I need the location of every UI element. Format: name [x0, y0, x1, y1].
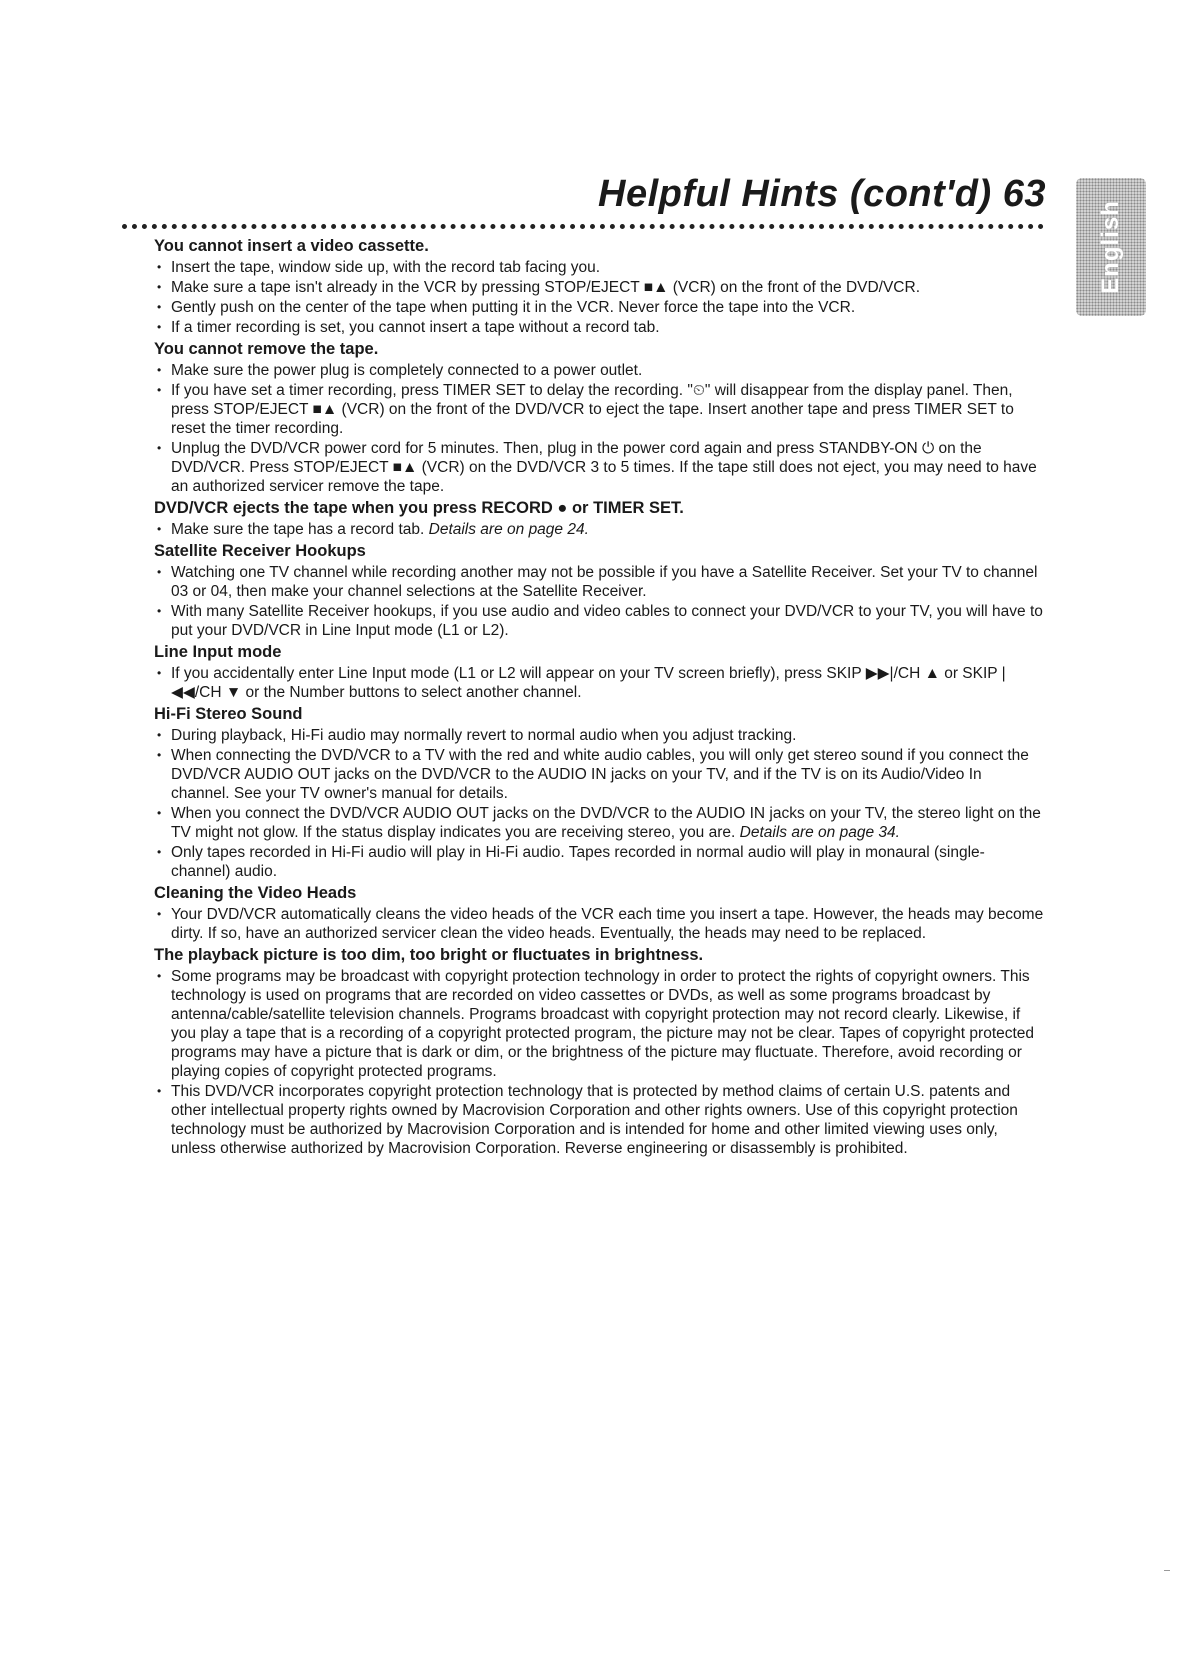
- hint-list: [154, 967, 1044, 1158]
- hint-item: [154, 843, 1044, 881]
- dotted-divider: [122, 224, 1044, 229]
- hint-item: [154, 563, 1044, 601]
- hint-item: [154, 361, 1044, 380]
- language-tab-label: English: [1097, 200, 1125, 294]
- hint-item: [154, 318, 1044, 337]
- page-reference: Details are on page 24.: [428, 521, 589, 538]
- hint-section: [154, 339, 1044, 496]
- section-heading: You cannot insert a video cassette.: [154, 237, 429, 255]
- hint-list: [154, 361, 1044, 496]
- hint-section: [154, 642, 1044, 702]
- hint-text: With many Satellite Receiver hookups, if you use audio and video cables to connect your DVD/VCR to your TV, you will have to put your DVD/VCR in Line Input mode (L1 or L2).: [171, 603, 1043, 639]
- hint-item: [154, 664, 1044, 702]
- hint-section: [154, 704, 1044, 881]
- hint-text: Make sure the tape has a record tab.: [171, 521, 429, 538]
- hint-list: [154, 664, 1044, 702]
- hint-item: [154, 258, 1044, 277]
- language-tab: [1076, 178, 1146, 316]
- hint-text: Make sure a tape isn't already in the VCR by pressing STOP/EJECT ■▲ (VCR) on the front of the DVD/VCR.: [171, 279, 921, 296]
- hint-text: When connecting the DVD/VCR to a TV with the red and white audio cables, you will only get stereo sound if you connect the DVD/VCR AUDIO OUT jacks on the DVD/VCR to the AUDIO IN jacks on your TV, and if the TV is on its Audio/Video In channel. See your TV owner's manual for details.: [171, 747, 1029, 802]
- section-heading: Cleaning the Video Heads: [154, 884, 357, 902]
- hint-item: [154, 520, 1044, 539]
- hint-text: Some programs may be broadcast with copyright protection technology in order to protect the rights of copyright owners. This technology is used on programs that are recorded on video cassettes or DVDs, as well as some programs broadcast by antenna/cable/satellite television channels. Programs broadcast with copyright protection may not record clearly. Likewise, if you play a tape that is a recording of a copyright protected program, the picture may not be clear. Tapes of copyright protected programs may have a picture that is dark or dim, or the brightness of the picture may fluctuate. Therefore, avoid recording or playing copies of copyright protected programs.: [171, 968, 1035, 1080]
- section-heading: You cannot remove the tape.: [154, 340, 379, 358]
- hint-section: [154, 883, 1044, 943]
- hint-item: [154, 298, 1044, 317]
- hint-item: [154, 602, 1044, 640]
- hint-item: [154, 1082, 1044, 1158]
- section-heading: The playback picture is too dim, too bright or fluctuates in brightness.: [154, 946, 704, 964]
- hint-list: [154, 258, 1044, 337]
- hint-list: [154, 520, 1044, 539]
- hint-text: Unplug the DVD/VCR power cord for 5 minutes. Then, plug in the power cord again and press STANDBY-ON ⏻ on the DVD/VCR. Press STOP/EJECT ■▲ (VCR) on the DVD/VCR 3 to 5 times. If the tape still does not eject, you may need to have an authorized servicer remove the tape.: [171, 440, 1037, 495]
- hint-text: Watching one TV channel while recording another may not be possible if you have a Satellite Receiver. Set your TV to channel 03 or 04, then make your channel selections at the Satellite Receiver.: [171, 564, 1038, 600]
- hint-item: [154, 278, 1044, 297]
- hint-section: [154, 236, 1044, 337]
- hint-text: Only tapes recorded in Hi-Fi audio will play in Hi-Fi audio. Tapes recorded in normal audio will play in monaural (single-channel) audio.: [171, 844, 985, 880]
- page-reference: Details are on page 34.: [739, 824, 900, 841]
- hint-section: [154, 541, 1044, 640]
- hint-item: [154, 746, 1044, 803]
- hint-item: [154, 905, 1044, 943]
- hints-content: [154, 236, 1044, 1160]
- page-title: Helpful Hints (cont'd) 63: [598, 173, 1046, 215]
- section-heading: Satellite Receiver Hookups: [154, 542, 366, 560]
- hint-text: If a timer recording is set, you cannot insert a tape without a record tab.: [171, 319, 660, 336]
- hint-item: [154, 967, 1044, 1081]
- hint-item: [154, 726, 1044, 745]
- hint-text: When you connect the DVD/VCR AUDIO OUT jacks on the DVD/VCR to the AUDIO IN jacks on your TV, the stereo light on the TV might not glow. If the status display indicates you are receiving stereo, you are.: [171, 805, 1041, 841]
- hint-section: [154, 945, 1044, 1158]
- hint-list: [154, 563, 1044, 640]
- hint-text: Insert the tape, window side up, with the record tab facing you.: [171, 259, 601, 276]
- hint-item: [154, 439, 1044, 496]
- hint-item: [154, 804, 1044, 842]
- hint-text: If you accidentally enter Line Input mode (L1 or L2 will appear on your TV screen briefly), press SKIP ▶▶|/CH ▲ or SKIP |◀◀/CH ▼ or the Number buttons to select another channel.: [171, 665, 1006, 701]
- hint-item: [154, 381, 1044, 438]
- hint-text: This DVD/VCR incorporates copyright protection technology that is protected by method claims of certain U.S. patents and other intellectual property rights owned by Macrovision Corporation and other rights owners. Use of this copyright protection technology must be authorized by Macrovision Corporation and is intended for home and other limited viewing uses only, unless otherwise authorized by Macrovision Corporation. Reverse engineering or disassembly is prohibited.: [171, 1083, 1018, 1157]
- hint-list: [154, 726, 1044, 881]
- hint-list: [154, 905, 1044, 943]
- hint-text: Gently push on the center of the tape when putting it in the VCR. Never force the tape into the VCR.: [171, 299, 856, 316]
- hint-text: If you have set a timer recording, press TIMER SET to delay the recording. "⏲" will disappear from the display panel. Then, press STOP/EJECT ■▲ (VCR) on the front of the DVD/VCR to eject the tape. Insert another tape and press TIMER SET to reset the timer recording.: [171, 382, 1014, 437]
- section-heading: Hi-Fi Stereo Sound: [154, 705, 303, 723]
- hint-section: [154, 498, 1044, 539]
- page-mark: [1164, 1570, 1170, 1571]
- hint-text: Your DVD/VCR automatically cleans the video heads of the VCR each time you insert a tape. However, the heads may become dirty. If so, have an authorized servicer clean the video heads. Eventually, the heads may need to be replaced.: [171, 906, 1044, 942]
- section-heading: DVD/VCR ejects the tape when you press RECORD ● or TIMER SET.: [154, 499, 684, 517]
- hint-text: Make sure the power plug is completely connected to a power outlet.: [171, 362, 643, 379]
- hint-text: During playback, Hi-Fi audio may normally revert to normal audio when you adjust tracking.: [171, 727, 797, 744]
- section-heading: Line Input mode: [154, 643, 282, 661]
